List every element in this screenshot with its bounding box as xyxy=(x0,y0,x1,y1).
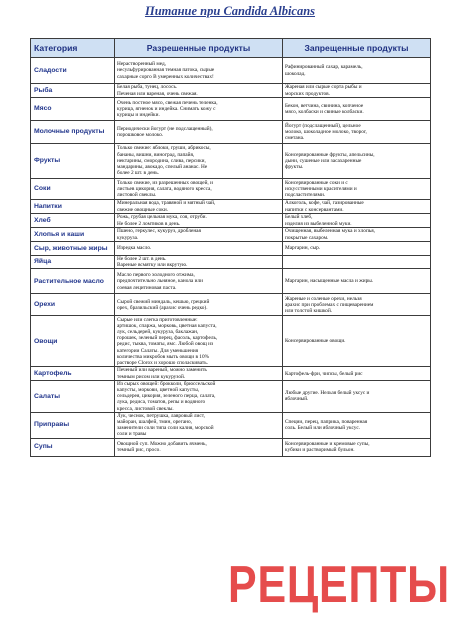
table-row xyxy=(31,179,431,200)
row-forbidden: Консервированные и кремовые супы, кубики и растворимый бульон. xyxy=(283,438,431,456)
row-category: Фрукты xyxy=(31,144,115,179)
row-allowed: Минеральная вода, травяной и мятный чай, свежие овощные соки. xyxy=(115,200,283,214)
table-row xyxy=(31,200,431,214)
table-row xyxy=(31,84,431,98)
row-forbidden: Йогурт (подслащенный), цельное молоко, шоколадное молоко, творог, сметана. xyxy=(283,121,431,144)
row-allowed: Периодически йогурт (не подслащенный), порошковое молоко. xyxy=(115,121,283,144)
watermark-logo xyxy=(226,540,454,620)
row-forbidden: Рафинированный сахар, карамель, шоколад. xyxy=(283,58,431,84)
table-row xyxy=(31,242,431,256)
row-allowed: Лук, чеснок, петрушка, лавровый лист, майоран, шалфей, тмин, орегано, заменители соли типа соли калия, морской соли и травы xyxy=(115,412,283,438)
table-row xyxy=(31,294,431,316)
table-row xyxy=(31,98,431,121)
row-allowed: Из сырых овощей: брокколи, брюссельской капусты, моркови, цветной капусты, сельдерея, цикория, зеленого перца, салата, лука, редиса, томатов, репы и водяного кресса, листовой свеклы. xyxy=(115,380,283,412)
row-category: Молочные продукты xyxy=(31,121,115,144)
watermark-text: РЕЦЕПТЫ xyxy=(228,556,450,614)
row-allowed: Белая рыба, тунец, лосось. Печеная или вареная, очень свежая. xyxy=(115,84,283,98)
table-row xyxy=(31,228,431,242)
row-forbidden: Маргарин, насыщенные масла и жиры. xyxy=(283,269,431,294)
table-row xyxy=(31,316,431,367)
row-category: Картофель xyxy=(31,367,115,380)
table-row xyxy=(31,380,431,412)
table-row xyxy=(31,121,431,144)
row-allowed: Нерастворенный мед, несульфурированная темная патока, сырые сахарные сорго В умеренных количествах! xyxy=(115,58,283,84)
row-allowed: Изредка масло. xyxy=(115,242,283,256)
row-forbidden: Белый хлеб, изделия из выбеленной муки. xyxy=(283,214,431,228)
row-allowed: Рожь, грубая цельная мука, соя, отруби. Не более 2 ломтиков в день. xyxy=(115,214,283,228)
table-body xyxy=(31,58,431,457)
row-category: Растительное масло xyxy=(31,269,115,294)
row-forbidden xyxy=(283,256,431,269)
row-allowed: Очень постное мясо, свежая печень теленка, курица, ягненок и индейка. Снимать кожу с курицы и индейки. xyxy=(115,98,283,121)
table-row xyxy=(31,269,431,294)
row-category: Супы xyxy=(31,438,115,456)
page-title: Питание при Candida Albicans xyxy=(144,4,316,18)
row-category: Соки xyxy=(31,179,115,200)
row-allowed: Овощной суп. Можно добавить ячмень, темный рис, просо. xyxy=(115,438,283,456)
row-category: Орехи xyxy=(31,294,115,316)
row-category: Хлопья и каши xyxy=(31,228,115,242)
column-header-category: Категория xyxy=(31,39,115,58)
row-forbidden: Жареные и соленые орехи, нельзя арахис при проблемах с пищеварением или толстой кишкой. xyxy=(283,294,431,316)
table-row xyxy=(31,438,431,456)
row-forbidden: Консервированные фрукты, апельсины, дыни, сушеные или засахаренные фрукты. xyxy=(283,144,431,179)
table-row xyxy=(31,367,431,380)
row-allowed: Только свежие, из разрешенных овощей, и листьев цикория, салата, водяного кресса, листовой свеклы. xyxy=(115,179,283,200)
row-allowed: Масло первого холодного отжима, предпочтительно льняное, канола или соевая лецитиновая паста. xyxy=(115,269,283,294)
row-forbidden: Маргарин, сыр. xyxy=(283,242,431,256)
row-category: Рыба xyxy=(31,84,115,98)
row-forbidden: Бекон, ветчина, свинина, копченое мясо, колбаски и свиные колбаски. xyxy=(283,98,431,121)
row-forbidden: Картофель-фри, чипсы, белый рис xyxy=(283,367,431,380)
table-row xyxy=(31,214,431,228)
row-forbidden: Консервированные соки и с искусственными красителями и подсластителями. xyxy=(283,179,431,200)
row-allowed: Сырой свежий миндаль, кешью, грецкий орех, бразильский (арахис очень редко). xyxy=(115,294,283,316)
row-category: Яйца xyxy=(31,256,115,269)
row-forbidden: Специи, перец, паприка, поваренная соль. Белый или яблочный уксус. xyxy=(283,412,431,438)
row-allowed: Сырые или слегка приготовленные: артишок, спаржа, морковь, цветная капуста, лук, сельдерей, кукуруза, баклажан, горошек, зеленый перец, фасоль, картофель, редис, тыква, томаты, ямс. Любой овощ из категории Салаты. Для уменьшения количества микробов мыть овощи в 10% растворе Clorox и хорошо споласкивать. xyxy=(115,316,283,367)
row-category: Сладости xyxy=(31,58,115,84)
row-allowed: Не более 2 шт. в день. Вареные всмятку или вкрутую. xyxy=(115,256,283,269)
diet-table xyxy=(30,38,431,457)
table-row xyxy=(31,412,431,438)
row-category: Хлеб xyxy=(31,214,115,228)
column-header-allowed: Разрешенные продукты xyxy=(115,39,283,58)
row-forbidden: Любые другие. Нельзя белый уксус и яблочный. xyxy=(283,380,431,412)
row-category: Сыр, животные жиры xyxy=(31,242,115,256)
row-forbidden: Алкоголь, кофе, чай, газированные напитки с консервантами. xyxy=(283,200,431,214)
row-category: Приправы xyxy=(31,412,115,438)
table-row xyxy=(31,256,431,269)
row-allowed: Только свежие: яблоки, груши, абрикосы, бананы, вишни, виноград, папайя, нектарины, смородина, слива, персики, мандарины, авокадо, спелый ананас. Не более 2 шт. в день. xyxy=(115,144,283,179)
row-category: Овощи xyxy=(31,316,115,367)
row-forbidden: Жареная или сырые сорта рыбы и морских продуктов. xyxy=(283,84,431,98)
row-allowed: Пшено, геркулес, кукуруз, дробленая кукуруза. xyxy=(115,228,283,242)
row-category: Мясо xyxy=(31,98,115,121)
table-row xyxy=(31,144,431,179)
table-header-row xyxy=(31,39,431,58)
table-row xyxy=(31,58,431,84)
row-category: Салаты xyxy=(31,380,115,412)
row-forbidden: Консервированные овощи. xyxy=(283,316,431,367)
row-forbidden: Очищенная, выбеленная мука и хлопья, покрытые сахаром. xyxy=(283,228,431,242)
row-allowed: Печеный или вареный, можно заменить темным рисом или кукурузой. xyxy=(115,367,283,380)
column-header-forbidden: Запрещенные продукты xyxy=(283,39,431,58)
row-category: Напитки xyxy=(31,200,115,214)
